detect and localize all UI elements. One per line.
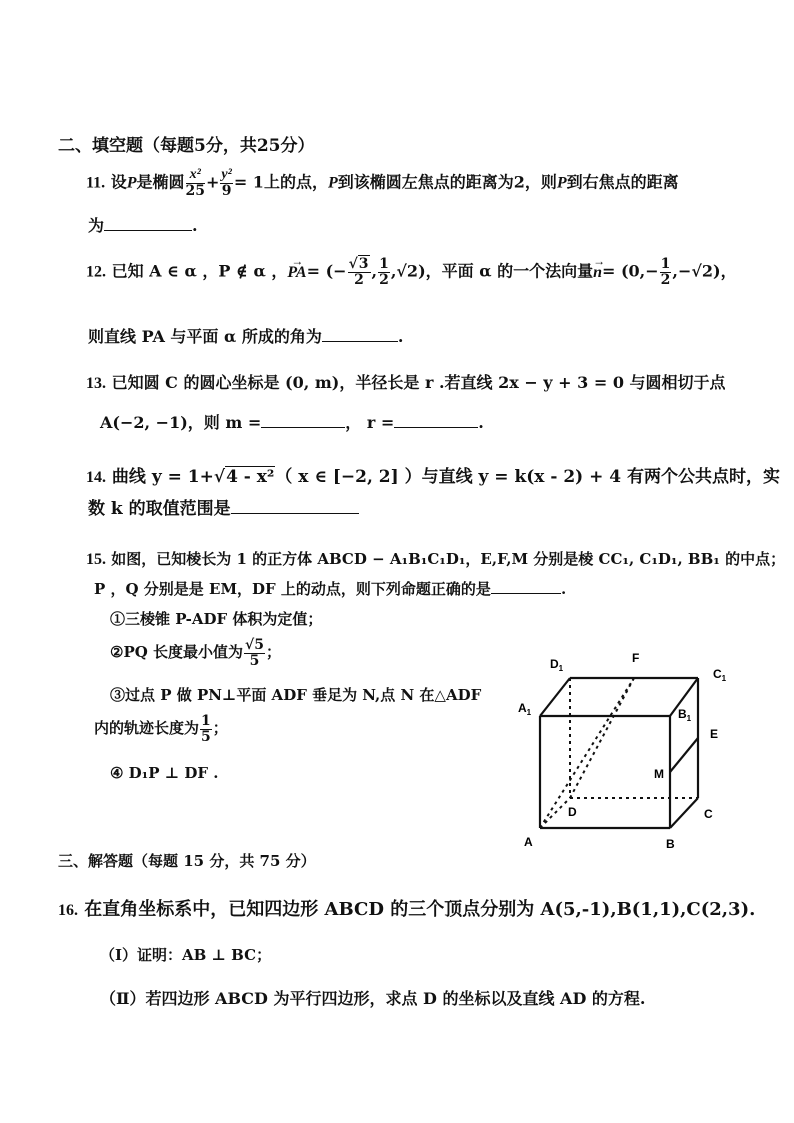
q12-text-a: 已知 A ∈ α ，P ∉ α ， [111, 261, 288, 281]
q11-text-a: 设 [110, 172, 127, 192]
question-15: 15. 如图，已知棱长为 1 的正方体 ABCD − A₁B₁C₁D₁，E,F,M 分别是棱 CC₁, C₁D₁, BB₁ 的中点； [86, 550, 786, 568]
option-1: ①三棱锥 P-ADF 体积为定值； [110, 610, 323, 628]
q11-text-b: 是椭圆 [136, 172, 185, 192]
question-14: 14. 曲线 y = 1+√4 - x²（ x ∈ [−2, 2] ）与直线 y = k(x - 2) + 4 有两个公共点时，实 [86, 467, 781, 487]
question-15-line2: P ，Q 分别是是 EM，DF 上的动点，则下列命题正确的是 . [94, 580, 567, 598]
question-number: 11. [86, 174, 106, 192]
option-2: ②PQ 长度最小值为 $\frac{√5}{5}$ ； [110, 637, 281, 669]
question-11: 11. 设P是椭圆 $\frac{\text{x²}}{25}$ + $\frac{\text{y²}}{9}$ = 1上的点，P到该椭圆左焦点的距离为2，则P到右焦点的距离 [86, 167, 679, 199]
option-4: ④ D₁P ⊥ DF . [110, 764, 219, 782]
answer-blank[interactable] [104, 216, 192, 231]
question-number: 13. [86, 375, 106, 392]
answer-blank[interactable] [322, 327, 398, 342]
fraction-x2-over-25: $\frac{\text{x²}}{25}$ [185, 167, 205, 199]
fraction-sqrt5-over-5: $\frac{√5}{5}$ [245, 637, 264, 669]
label-d1: $D_1$ [550, 657, 564, 673]
answer-blank[interactable] [491, 579, 561, 594]
edge-bc [670, 798, 698, 828]
label-a: A [524, 835, 533, 849]
vector-n: → n [593, 253, 606, 281]
label-c: C [704, 807, 713, 821]
fraction-one-fifth: $\frac{1}{5}$ [201, 713, 211, 745]
segment-df [570, 678, 634, 798]
question-13 [86, 370, 726, 393]
question-16-part1: （Ⅰ）证明：AB ⊥ BC； [100, 946, 272, 964]
vector-pa: → PA [287, 253, 307, 281]
question-11-line2: 为 . [88, 216, 198, 235]
question-number: 15. [86, 551, 106, 568]
fraction-sqrt3-over-2: $\frac{√3}{2}$ [348, 256, 369, 288]
var-p: P [126, 174, 137, 192]
label-f: F [632, 651, 640, 665]
option-3-cont: 内的轨迹长度为 $\frac{1}{5}$ ； [94, 713, 228, 745]
question-number: 12. [86, 263, 106, 281]
option-3: ③过点 P 做 PN⊥平面 ADF 垂足为 N,点 N 在△ADF [110, 686, 482, 704]
answer-blank-r[interactable] [394, 413, 478, 428]
cube-hidden-edges [540, 678, 698, 828]
fraction-half: $\frac{1}{2}$ [379, 256, 389, 288]
question-13-line2: A(−2, −1)，则 m = ， r = . [100, 413, 484, 432]
q11-text-d: 到该椭圆左焦点的距离为2，则 [337, 172, 557, 192]
segment-af [540, 678, 634, 828]
fraction-n-half: $\frac{1}{2}$ [660, 256, 671, 288]
label-a1: $A_1$ [518, 701, 532, 717]
question-16-part2: （Ⅱ）若四边形 ABCD 为平行四边形，求点 D 的坐标以及直线 AD 的方程. [100, 989, 646, 1008]
question-14-line2: 数 k 的取值范围是 [88, 494, 359, 519]
question-number: 16. [58, 902, 78, 919]
label-b1: $B_1$ [678, 707, 692, 723]
label-e: E [710, 727, 719, 741]
q11-text-c: = 1上的点， [233, 172, 328, 192]
fraction-y2-over-9: $\frac{\text{y²}}{9}$ [221, 167, 232, 199]
cube-figure [510, 648, 740, 853]
label-c1: $C_1$ [713, 667, 727, 683]
edge-a1d1 [540, 678, 570, 716]
q13-line1: 已知圆 C 的圆心坐标是 (0, m)，半径长是 r .若直线 2x − y + 3 = 0 与圆相切于点 [111, 373, 726, 392]
question-12: 12. 已知 A ∈ α ，P ∉ α ， → PA= (− $\frac{√3}{2}$ , $\frac{1}{2}$ ,√2)，平面 α 的一个法向量 → n= (0,− $\frac{1}{2}$ ,−√2)， [86, 253, 737, 288]
label-m: M [654, 767, 664, 781]
segment-em [670, 738, 698, 772]
answer-blank[interactable] [231, 499, 359, 514]
section-3-heading: 三、解答题（每题 15 分，共 75 分） [58, 852, 316, 870]
section-2-heading: 二、填空题（每题5分，共25分） [58, 136, 315, 156]
sqrt-4-minus-x2: 4 - x² [226, 467, 275, 487]
label-b: B [666, 837, 675, 851]
question-12-line2: 则直线 PA 与平面 α 所成的角为 . [88, 327, 404, 346]
label-d: D [568, 805, 577, 819]
q11-text-e: 到右焦点的距离 [566, 172, 679, 192]
answer-blank-m[interactable] [261, 413, 345, 428]
question-number: 14. [86, 469, 106, 486]
question-16: 16. 在直角坐标系中，已知四边形 ABCD 的三个顶点分别为 A(5,-1),B(1,1),C(2,3). [58, 899, 756, 920]
